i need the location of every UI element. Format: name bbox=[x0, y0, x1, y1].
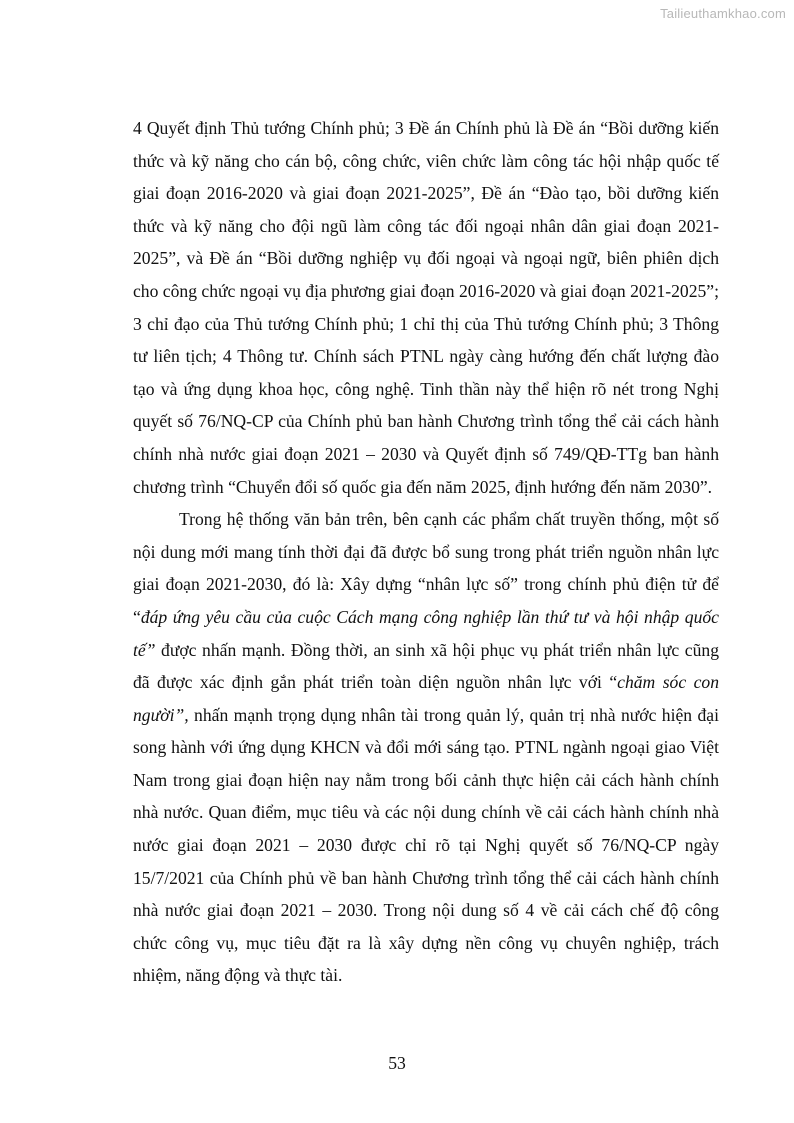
paragraph-2-italic-quote-1: đáp ứng yêu cầu của cuộc Cách mạng công nghiệp lần thứ tư và hội nhập quốc tế” bbox=[133, 606, 719, 660]
paragraph-2 bbox=[133, 503, 719, 992]
watermark-text: Tailieuthamkhao.com bbox=[660, 6, 786, 21]
paragraph-2-text-run-3: nhấn mạnh trọng dụng nhân tài trong quản lý, quản trị nhà nước hiện đại song hành với ứng dụng KHCN và đổi mới sáng tạo. PTNL ngành ngoại giao Việt Nam trong giai đoạn hiện nay nằm trong bối cảnh thực hiện cải cách hành chính nhà nước. Quan điểm, mục tiêu và các nội dung chính về cải cách hành chính nhà nước giai đoạn 2021 – 2030 được chỉ rõ tại Nghị quyết số 76/NQ-CP ngày 15/7/2021 của Chính phủ về ban hành Chương trình tổng thể cải cách hành chính nhà nước giai đoạn 2021 – 2030. Trong nội dung số 4 về cải cách chế độ công chức công vụ, mục tiêu đặt ra là xây dựng nền công vụ chuyên nghiệp, trách nhiệm, năng động và thực tài. bbox=[133, 704, 719, 986]
body-text bbox=[133, 112, 719, 992]
page-number: 53 bbox=[388, 1053, 406, 1073]
paragraph-2-text-run-1: Trong hệ thống văn bản trên, bên cạnh các phẩm chất truyền thống, một số nội dung mới mang tính thời đại đã được bổ sung trong phát triển nguồn nhân lực giai đoạn 2021-2030, đó là: Xây dựng “nhân lực số” trong chính phủ điện tử để “ bbox=[133, 509, 719, 627]
paragraph-2-italic-quote-2: chăm sóc con người”, bbox=[133, 672, 719, 725]
paragraph-2-text-run-2: được nhấn mạnh. Đồng thời, an sinh xã hội phục vụ phát triển nhân lực cũng đã được xác định gắn phát triển toàn diện nguồn nhân lực với “ bbox=[133, 639, 719, 693]
paragraph-1 bbox=[133, 112, 719, 503]
paragraph-1-text: 4 Quyết định Thủ tướng Chính phủ; 3 Đề án Chính phủ là Đề án “Bồi dưỡng kiến thức và kỹ năng cho cán bộ, công chức, viên chức làm công tác hội nhập quốc tế giai đoạn 2016-2020 và giai đoạn 2021-2025”, Đề án “Đào tạo, bồi dưỡng kiến thức và kỹ năng cho đội ngũ làm công tác đối ngoại nhân dân giai đoạn 2021-2025”, và Đề án “Bồi dưỡng nghiệp vụ đối ngoại và ngoại ngữ, biên phiên dịch cho công chức ngoại vụ địa phương giai đoạn 2016-2020 và giai đoạn 2021-2025”; 3 chỉ đạo của Thủ tướng Chính phủ; 1 chỉ thị của Thủ tướng Chính phủ; 3 Thông tư liên tịch; 4 Thông tư. Chính sách PTNL ngày càng hướng đến chất lượng đào tạo và ứng dụng khoa học, công nghệ. Tinh thần này thể hiện rõ nét trong Nghị quyết số 76/NQ-CP của Chính phủ ban hành Chương trình tổng thể cải cách hành chính nhà nước giai đoạn 2021 – 2030 và Quyết định số 749/QĐ-TTg ban hành chương trình “Chuyển đổi số quốc gia đến năm 2025, định hướng đến năm 2030”. bbox=[133, 118, 719, 497]
